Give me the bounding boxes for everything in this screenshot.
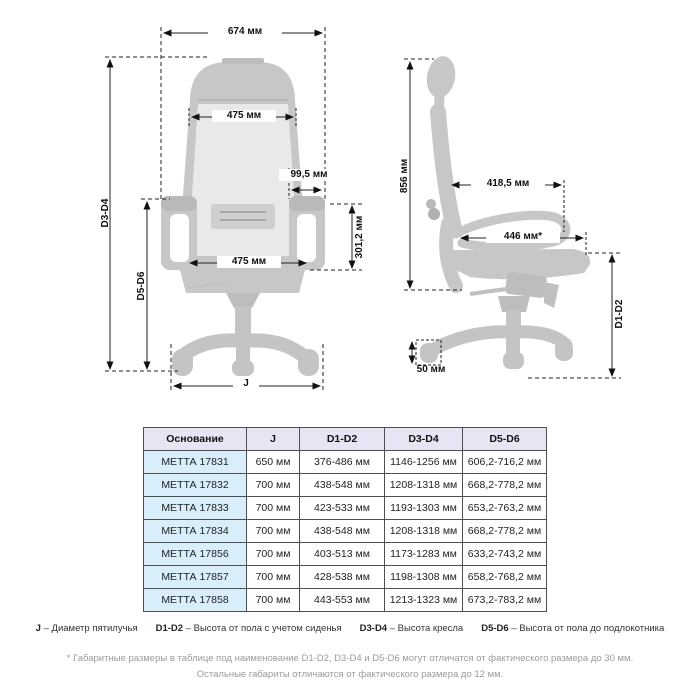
legend-description: – Высота от пола до подлокотника (511, 623, 665, 634)
column-header: D3-D4 (385, 428, 463, 451)
dimension-value-cell: 443-553 мм (300, 589, 385, 612)
legend-code: J (35, 623, 44, 634)
dim-seat-depth: 446 мм* (486, 231, 560, 243)
dimension-value-cell: 438-548 мм (300, 520, 385, 543)
dim-armrest-width: 99,5 мм (279, 169, 339, 181)
legend-item (481, 623, 664, 634)
dimension-value-cell: 650 мм (247, 451, 300, 474)
legend-code: D1-D2 (155, 623, 186, 634)
table-row (144, 451, 547, 474)
dim-caster-size: 50 мм (416, 364, 446, 375)
legend-code: D5-D6 (481, 623, 512, 634)
dimension-value-cell: 1193-1303 мм (385, 497, 463, 520)
column-header: Основание (144, 428, 247, 451)
dimension-value-cell: 700 мм (247, 566, 300, 589)
backrest-spine (438, 112, 454, 228)
lumbar-support (211, 204, 275, 229)
footnote-line-2: Остальные габариты отличаются от фактического размера до 12 мм. (196, 669, 504, 680)
dimension-value-cell: 1198-1308 мм (385, 566, 463, 589)
dimension-value-cell: 653,2-763,2 мм (463, 497, 547, 520)
legend-description: – Высота от пола с учетом сиденья (185, 623, 342, 634)
dimension-value-cell: 633,2-743,2 мм (463, 543, 547, 566)
dimension-value-cell: 438-548 мм (300, 474, 385, 497)
dimension-value-cell: 700 мм (247, 520, 300, 543)
model-name-cell: МЕТТА 17858 (144, 589, 247, 612)
table-row (144, 566, 547, 589)
chair-side-view (420, 54, 590, 369)
column-header: J (247, 428, 300, 451)
table-row (144, 543, 547, 566)
table-header-row (144, 428, 547, 451)
table-row (144, 474, 547, 497)
dimension-value-cell: 423-533 мм (300, 497, 385, 520)
dimension-value-cell: 403-513 мм (300, 543, 385, 566)
legend-item (360, 623, 464, 634)
dimension-value-cell: 668,2-778,2 мм (463, 474, 547, 497)
caster-left (172, 349, 193, 376)
dimension-value-cell: 658,2-768,2 мм (463, 566, 547, 589)
dim-code-d5d6: D5-D6 (136, 271, 147, 301)
table-row (144, 520, 547, 543)
legend-item (156, 623, 342, 634)
caster-center (232, 360, 254, 376)
dim-top-width: 674 мм (208, 26, 282, 38)
legend-description: – Высота кресла (389, 623, 464, 634)
dim-base-diameter: J (233, 378, 259, 390)
armrest-right (289, 196, 325, 270)
dimension-legend (0, 623, 700, 634)
gas-lift (235, 306, 251, 338)
dimension-value-cell: 428-538 мм (300, 566, 385, 589)
model-name-cell: МЕТТА 17833 (144, 497, 247, 520)
dim-armrest-height: 301,2 мм (354, 215, 365, 259)
table-row (144, 497, 547, 520)
dimension-value-cell: 700 мм (247, 474, 300, 497)
dimension-value-cell: 606,2-716,2 мм (463, 451, 547, 474)
model-name-cell: МЕТТА 17832 (144, 474, 247, 497)
model-name-cell: МЕТТА 17857 (144, 566, 247, 589)
dimension-value-cell: 700 мм (247, 497, 300, 520)
dimension-value-cell: 1173-1283 мм (385, 543, 463, 566)
model-name-cell: МЕТТА 17831 (144, 451, 247, 474)
dim-code-d1d2: D1-D2 (614, 299, 625, 329)
caster-side-center (503, 352, 524, 369)
dim-backrest-width: 475 мм (212, 110, 276, 122)
model-name-cell: МЕТТА 17834 (144, 520, 247, 543)
column-header: D5-D6 (463, 428, 547, 451)
legend-description: – Диаметр пятилучья (43, 623, 138, 634)
dimension-value-cell: 700 мм (247, 543, 300, 566)
dimension-value-cell: 673,2-783,2 мм (463, 589, 547, 612)
mechanism-lever (544, 282, 559, 308)
dim-seat-width: 475 мм (217, 256, 281, 268)
dimension-value-cell: 1208-1318 мм (385, 474, 463, 497)
dimension-value-cell: 1208-1318 мм (385, 520, 463, 543)
caster-side-left (420, 343, 438, 363)
headrest-handle (222, 58, 264, 64)
model-name-cell: МЕТТА 17856 (144, 543, 247, 566)
dimension-value-cell: 376-486 мм (300, 451, 385, 474)
dim-code-d3d4: D3-D4 (100, 198, 111, 228)
tilt-knob (426, 199, 436, 209)
dimensions-table (143, 427, 547, 612)
caster-side-right (555, 340, 573, 361)
footnote-line-1: * Габаритные размеры в таблице под наименование D1-D2, D3-D4 и D5-D6 могут отличатся от фактического размера до 30 мм. (66, 653, 634, 664)
dimension-value-cell: 1213-1323 мм (385, 589, 463, 612)
legend-item (36, 623, 138, 634)
headrest-side (424, 54, 459, 100)
armrest-left (161, 196, 197, 270)
chair-front-view (161, 58, 325, 376)
dimension-value-cell: 668,2-778,2 мм (463, 520, 547, 543)
dim-back-height: 856 мм (399, 158, 410, 194)
dim-armrest-length: 418,5 мм (471, 178, 545, 190)
column-header: D1-D2 (300, 428, 385, 451)
caster-right (298, 349, 319, 376)
legend-code: D3-D4 (359, 623, 390, 634)
dimension-value-cell: 700 мм (247, 589, 300, 612)
table-row (144, 589, 547, 612)
dimension-value-cell: 1146-1256 мм (385, 451, 463, 474)
